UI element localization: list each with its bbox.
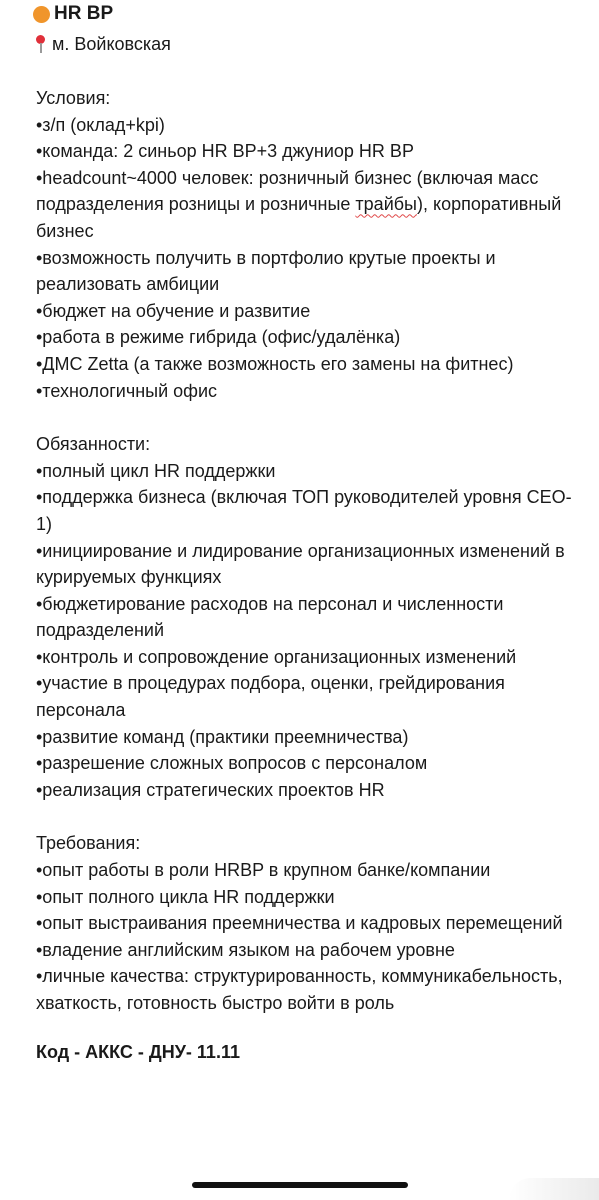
duties-section: [36, 431, 576, 803]
post-title: HR BP: [54, 3, 114, 24]
list-item: [36, 484, 576, 537]
title-line: [36, 2, 576, 26]
list-item-text: •реализация стратегических проектов HR: [36, 779, 385, 800]
conditions-title: Условия:: [36, 88, 111, 108]
conditions-list: [36, 112, 576, 405]
list-item-text: •опыт выстраивания преемничества и кадровых перемещений: [36, 913, 563, 934]
vacancy-post: [36, 0, 576, 1065]
list-item: [36, 724, 576, 751]
location-line: [36, 30, 576, 58]
conditions-section: [36, 85, 576, 404]
list-item-text: •возможность получить в портфолио крутые проекты и реализовать амбиции: [36, 247, 496, 295]
list-item-text: ), корпоративный бизнес: [36, 194, 562, 241]
list-item-text: •бюджетирование расходов на персонал и численности подразделений: [36, 593, 504, 641]
corner-shadow: [509, 1178, 599, 1200]
list-item-text: •личные качества: структурированность, коммуникабельность, хваткость, готовность быстро войти в роль: [36, 966, 563, 1013]
list-item: [36, 458, 576, 485]
list-item: [36, 670, 576, 723]
list-item: [36, 857, 576, 884]
round-pushpin-icon: [34, 34, 48, 54]
list-item-text: •з/п (оклад+kpi): [36, 114, 165, 135]
misspelled-word: трайбы: [355, 194, 417, 215]
list-item: [36, 245, 576, 298]
list-item-text: •опыт полного цикла HR поддержки: [36, 886, 335, 907]
list-item: [36, 937, 576, 964]
list-item: [36, 138, 576, 165]
list-item-text: •участие в процедурах подбора, оценки, грейдирования персонала: [36, 673, 505, 721]
location-text: м. Войковская: [52, 33, 171, 54]
list-item: [36, 884, 576, 911]
duties-list: [36, 458, 576, 804]
list-item: [36, 298, 576, 325]
duties-title: Обязанности:: [36, 434, 151, 455]
list-item-text: •headcount~4000 человек: розничный бизнес (включая масс подразделения розницы и розничные: [36, 167, 539, 215]
list-item: [36, 591, 576, 644]
list-item: [36, 112, 576, 139]
home-indicator[interactable]: [192, 1182, 408, 1188]
list-item-text: •опыт работы в роли HRBP в крупном банке/компании: [36, 860, 491, 881]
list-item: [36, 750, 576, 777]
list-item-text: •инициирование и лидирование организационных изменений в курируемых функциях: [36, 540, 565, 588]
list-item-text: •разрешение сложных вопросов с персоналом: [36, 753, 428, 774]
vacancy-code: Код - АККС - ДНУ- 11.11: [36, 1041, 240, 1062]
list-item: [36, 351, 576, 378]
list-item-text: •работа в режиме гибрида (офис/удалёнка): [36, 327, 401, 348]
list-item: [36, 378, 576, 405]
list-item: [36, 910, 576, 937]
list-item-text: •технологичный офис: [36, 380, 218, 401]
requirements-list: [36, 857, 576, 1017]
list-item-text: •поддержка бизнеса (включая ТОП руководителей уровня CEO-1): [36, 487, 572, 534]
requirements-section: [36, 830, 576, 1016]
list-item-text: •бюджет на обучение и развитие: [36, 300, 311, 321]
list-item: [36, 165, 576, 245]
orange-circle-icon: [33, 6, 50, 23]
list-item: [36, 538, 576, 591]
list-item-text: •полный цикл HR поддержки: [36, 460, 276, 481]
list-item-text: •развитие команд (практики преемничества): [36, 726, 409, 747]
list-item-text: •контроль и сопровождение организационных изменений: [36, 646, 517, 667]
list-item: [36, 324, 576, 351]
list-item: [36, 963, 576, 1016]
requirements-title: Требования:: [36, 833, 141, 854]
list-item-text: •владение английским языком на рабочем уровне: [36, 939, 455, 960]
list-item: [36, 644, 576, 671]
list-item-text: •команда: 2 синьор HR BP+3 джуниор HR BP: [36, 141, 414, 162]
list-item-text: •ДМС Zetta (а также возможность его замены на фитнес): [36, 353, 514, 374]
list-item: [36, 777, 576, 804]
